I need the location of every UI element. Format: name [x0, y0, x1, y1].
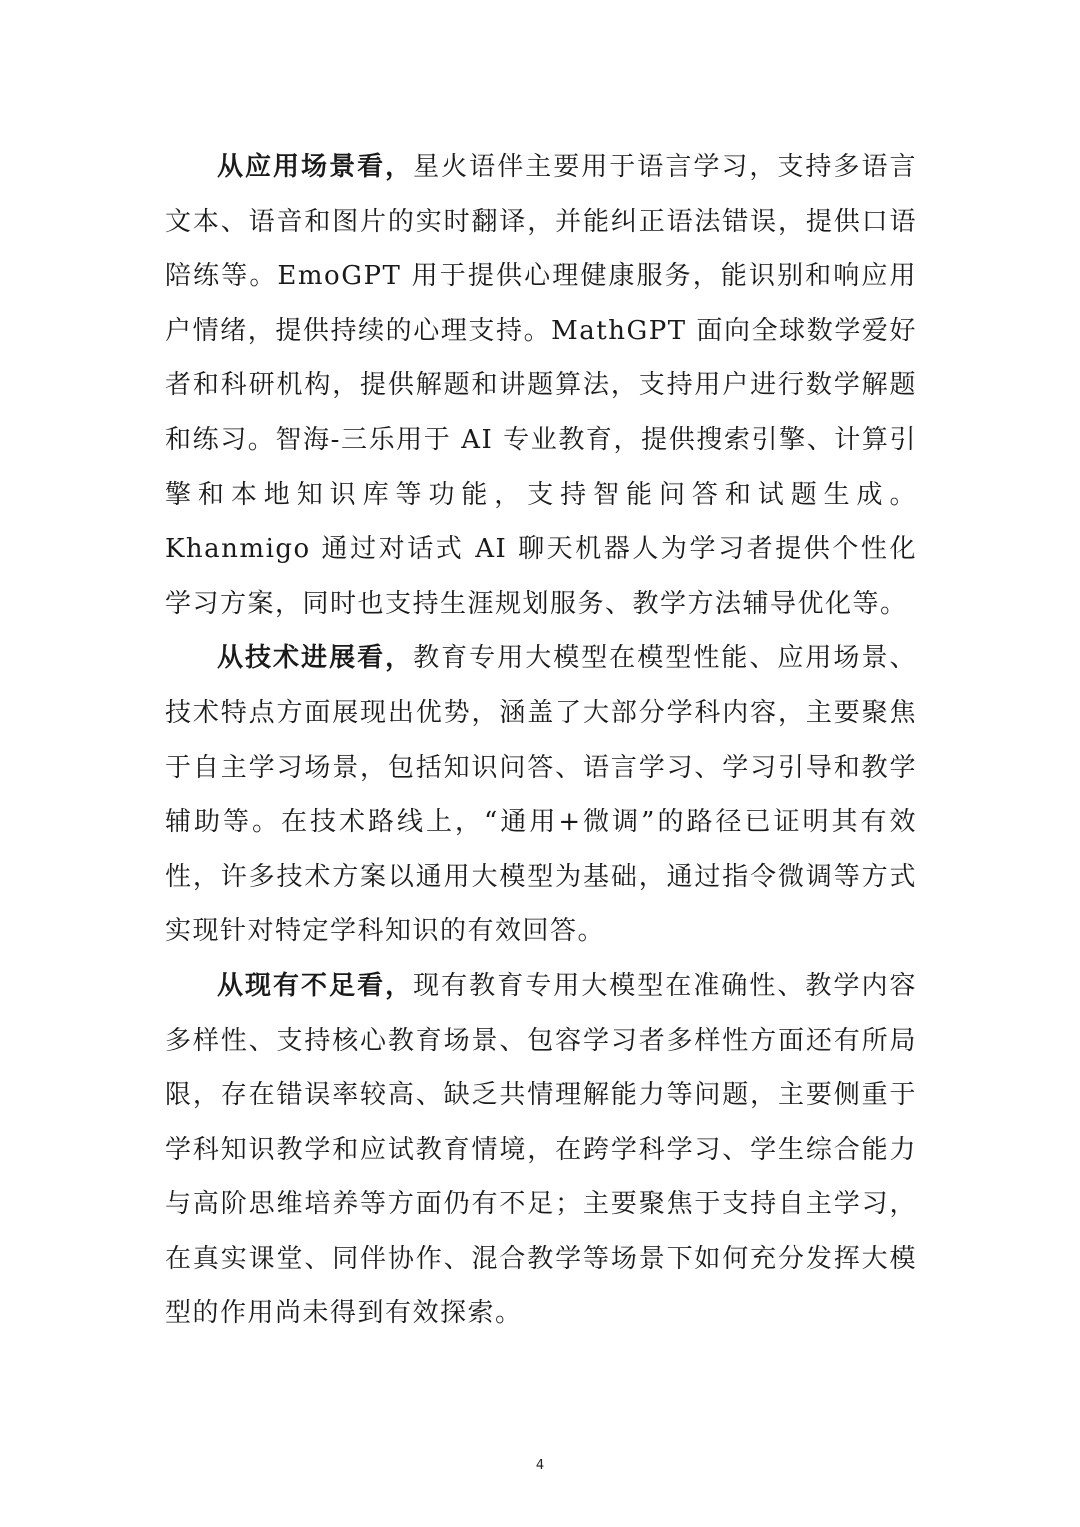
paragraph-lead: 从技术进展看，: [217, 643, 414, 674]
paragraph-body: 教育专用大模型在模型性能、应用场景、技术特点方面展现出优势，涵盖了大部分学科内容，主要聚焦于自主学习场景，包括知识问答、语言学习、学习引导和教学辅助等。在技术路线上，“通用+微调”的路径已证明其有效性，许多技术方案以通用大模型为基础，通过指令微调等方式实现针对特定学科知识的有效回答。: [165, 643, 917, 947]
page-number: 4: [535, 1458, 545, 1473]
paragraph-technical-progress: [165, 631, 917, 959]
paragraph-body: 现有教育专用大模型在准确性、教学内容多样性、支持核心教育场景、包容学习者多样性方面还有所局限，存在错误率较高、缺乏共情理解能力等问题，主要侧重于学科知识教学和应试教育情境，在跨学科学习、学生综合能力与高阶思维培养等方面仍有不足；主要聚焦于支持自主学习，在真实课堂、同伴协作、混合教学等场景下如何充分发挥大模型的作用尚未得到有效探索。: [165, 970, 917, 1329]
paragraph-body: 星火语伴主要用于语言学习，支持多语言文本、语音和图片的实时翻译，并能纠正语法错误，提供口语陪练等。EmoGPT 用于提供心理健康服务，能识别和响应用户情绪，提供持续的心理支持。MathGPT 面向全球数学爱好者和科研机构，提供解题和讲题算法，支持用户进行数学解题和练习。智海-三乐用于 AI 专业教育，提供搜索引擎、计算引擎和本地知识库等功能，支持智能问答和试题生成。Khanmigo 通过对话式 AI 聊天机器人为学习者提供个性化学习方案，同时也支持生涯规划服务、教学方法辅导优化等。: [165, 152, 917, 619]
paragraph-current-shortcomings: [165, 959, 917, 1341]
paragraph-lead: 从现有不足看，: [217, 970, 414, 1001]
paragraph-application-scenarios: [165, 140, 917, 631]
body-text: [165, 140, 917, 1341]
paragraph-lead: 从应用场景看，: [217, 152, 414, 182]
